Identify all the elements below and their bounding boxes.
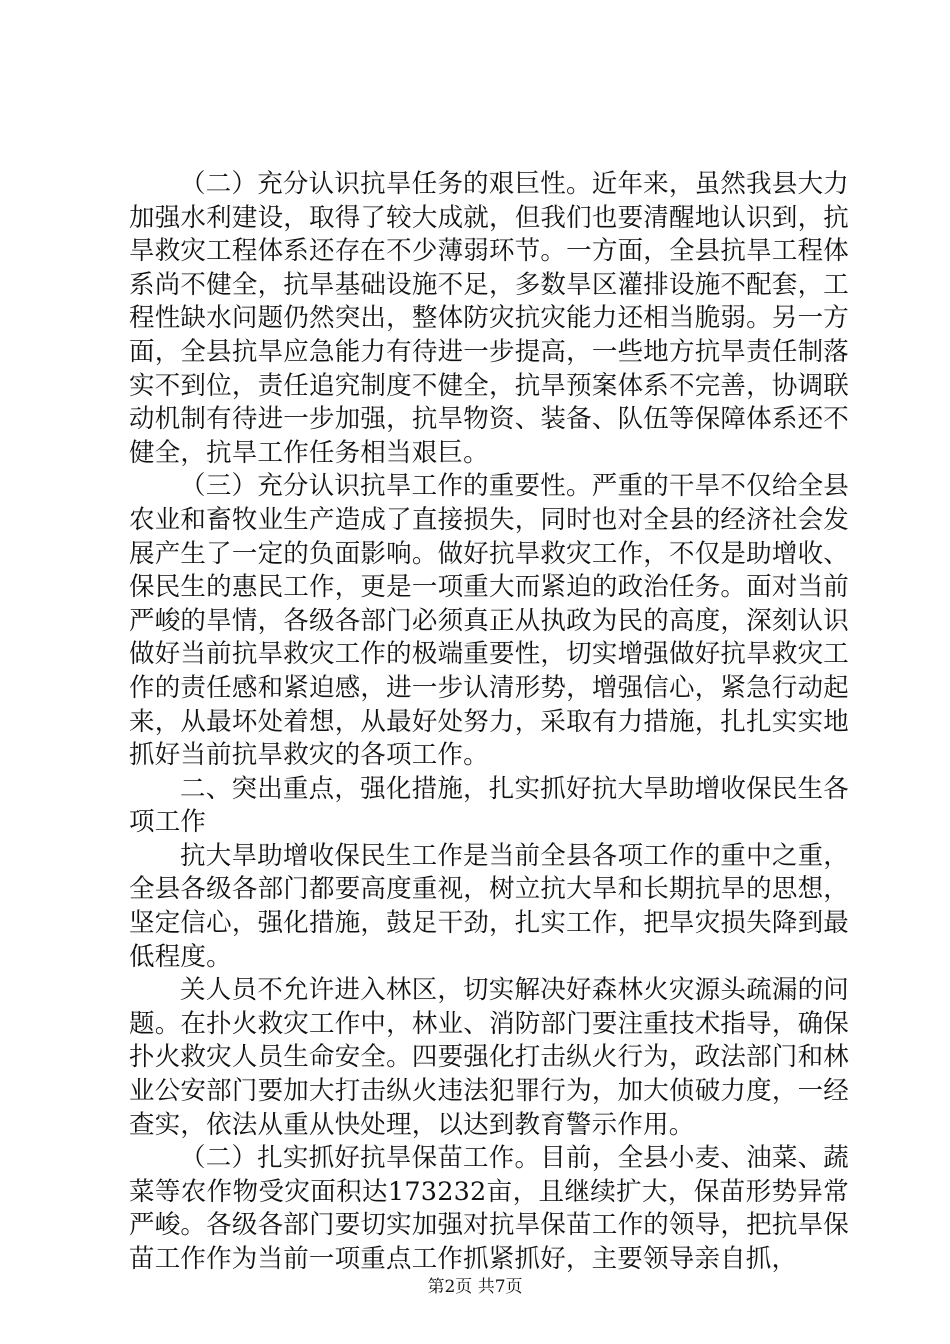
- paragraph-seedling-protection: （二）扎实抓好抗旱保苗工作。目前，全县小麦、油菜、蔬菜等农作物受灾面积达173232亩，且继续扩大，保苗形势异常严峻。各级各部门要切实加强对抗旱保苗工作的领导，把抗旱保苗工作作为当前一项重点工作抓紧抓好，主要领导亲自抓，: [129, 1143, 849, 1274]
- paragraph-priority: 抗大旱助增收保民生工作是当前全县各项工作的重中之重，全县各级各部门都要高度重视，树立抗大旱和长期抗旱的思想，坚定信心，强化措施，鼓足干劲，扎实工作，把旱灾损失降到最低程度。: [129, 840, 849, 972]
- section-heading-measures: 二、突出重点，强化措施，扎实抓好抗大旱助增收保民生各项工作: [129, 773, 849, 838]
- paragraph-difficulty: （二）充分认识抗旱任务的艰巨性。近年来，虽然我县大力加强水利建设，取得了较大成就，但我们也要清醒地认识到，抗旱救灾工程体系还存在不少薄弱环节。一方面，全县抗旱工程体系尚不健全，抗旱基础设施不足，多数旱区灌排设施不配套，工程性缺水问题仍然突出，整体防灾抗灾能力还相当脆弱。另一方面，全县抗旱应急能力有待进一步提高，一些地方抗旱责任制落实不到位，责任追究制度不健全，抗旱预案体系不完善，协调联动机制有待进一步加强，抗旱物资、装备、队伍等保障体系还不健全，抗旱工作任务相当艰巨。: [129, 169, 849, 468]
- document-body: [129, 168, 849, 1277]
- page-footer: 第2页 共7页: [427, 1277, 523, 1297]
- paragraph-forest-fire: 关人员不允许进入林区，切实解决好森林火灾源头疏漏的问题。在扑火救灾工作中，林业、消防部门要注重技术指导，确保扑火救灾人员生命安全。四要强化打击纵火行为，政法部门和林业公安部门要加大打击纵火违法犯罪行为，加大侦破力度，一经查实，依法从重从快处理，以达到教育警示作用。: [129, 975, 849, 1140]
- paragraph-importance: （三）充分认识抗旱工作的重要性。严重的干旱不仅给全县农业和畜牧业生产造成了直接损失，同时也对全县的经济社会发展产生了一定的负面影响。做好抗旱救灾工作，不仅是助增收、保民生的惠民工作，更是一项重大而紧迫的政治任务。面对当前严峻的旱情，各级各部门必须真正从执政为民的高度，深刻认识做好当前抗旱救灾工作的极端重要性，切实增强做好抗旱救灾工作的责任感和紧迫感，进一步认清形势，增强信心，紧急行动起来，从最坏处着想，从最好处努力，采取有力措施，扎扎实实地抓好当前抗旱救灾的各项工作。: [129, 471, 849, 771]
